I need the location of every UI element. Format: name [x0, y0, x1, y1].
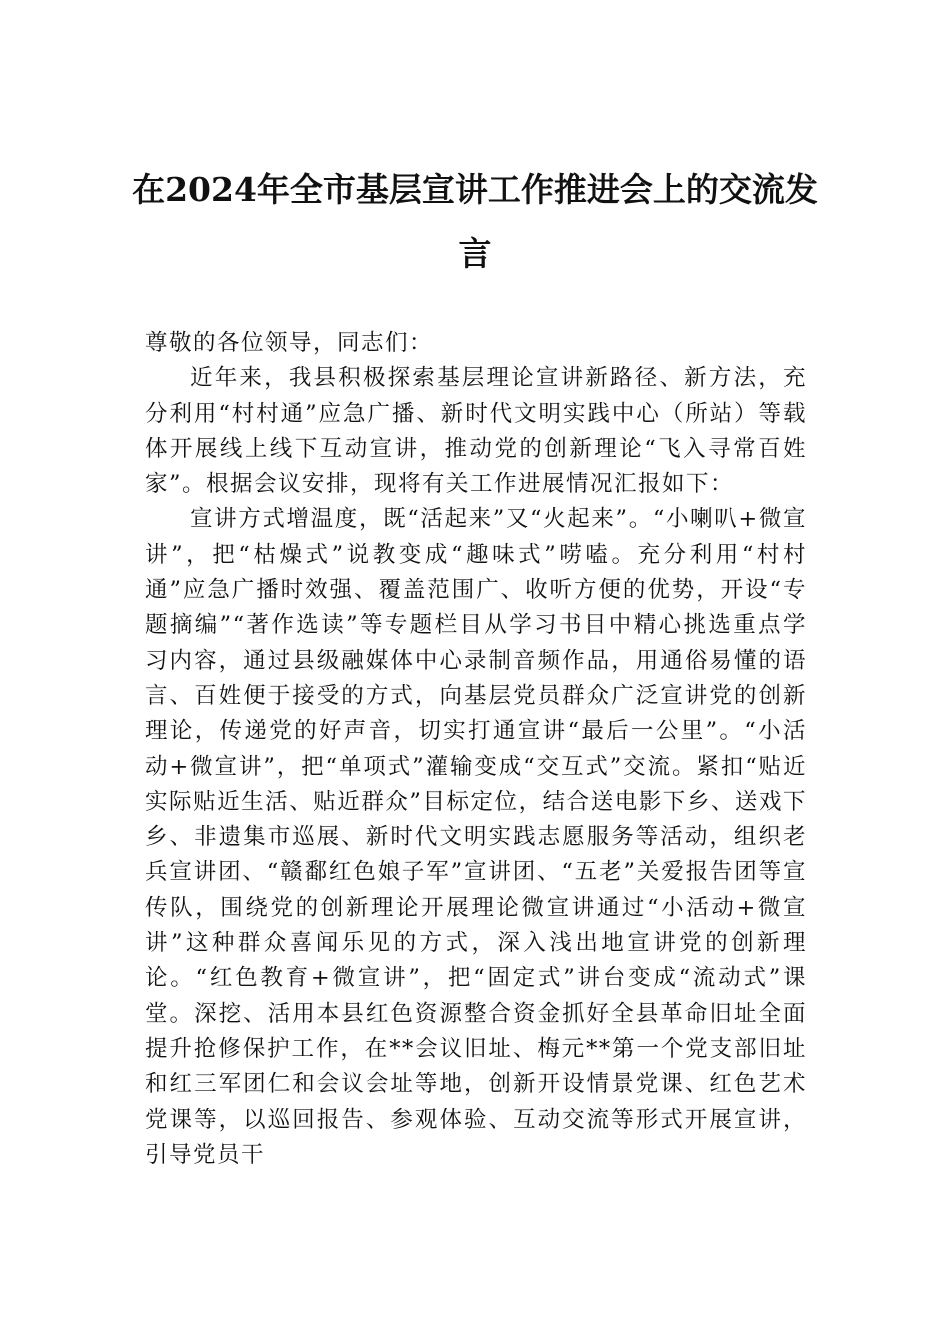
document-title: 在2024年全市基层宣讲工作推进会上的交流发言 — [132, 170, 818, 273]
paragraph-intro: 近年来，我县积极探索基层理论宣讲新路径、新方法，充分利用“村村通”应急广播、新时代文明实践中心（所站）等载体开展线上线下互动宣讲，推动党的创新理论“飞入寻常百姓家”。根据会议安排，现将有关工作进展情况汇报如下： — [145, 365, 807, 498]
document-body — [145, 326, 807, 1173]
salutation: 尊敬的各位领导，同志们： — [145, 330, 434, 356]
paragraph-section-1: 宣讲方式增温度，既“活起来”又“火起来”。“小喇叭+微宣讲”，把“枯燥式”说教变成“趣味式”唠嗑。充分利用“村村通”应急广播时效强、覆盖范围广、收听方便的优势，开设“专题摘编”“著作选读”等专题栏目从学习书目中精心挑选重点学习内容，通过县级融媒体中心录制音频作品，用通俗易懂的语言、百姓便于接受的方式，向基层党员群众广泛宣讲党的创新理论，传递党的好声音，切实打通宣讲“最后一公里”。“小活动+微宣讲”，把“单项式”灌输变成“交互式”交流。紧扣“贴近实际贴近生活、贴近群众”目标定位，结合送电影下乡、送戏下乡、非遗集市巡展、新时代文明实践志愿服务等活动，组织老兵宣讲团、“赣鄱红色娘子军”宣讲团、“五老”关爱报告团等宣传队，围绕党的创新理论开展理论微宣讲通过“小活动+微宣讲”这种群众喜闻乐见的方式，深入浅出地宣讲党的创新理论。“红色教育+微宣讲”，把“固定式”讲台变成“流动式”课堂。深挖、活用本县红色资源整合资金抓好全县革命旧址全面提升抢修保护工作，在**会议旧址、梅元**第一个党支部旧址和红三军团仁和会议会址等地，创新开设情景党课、红色艺术党课等，以巡回报告、参观体验、互动交流等形式开展宣讲，引导党员干 — [145, 506, 807, 1168]
